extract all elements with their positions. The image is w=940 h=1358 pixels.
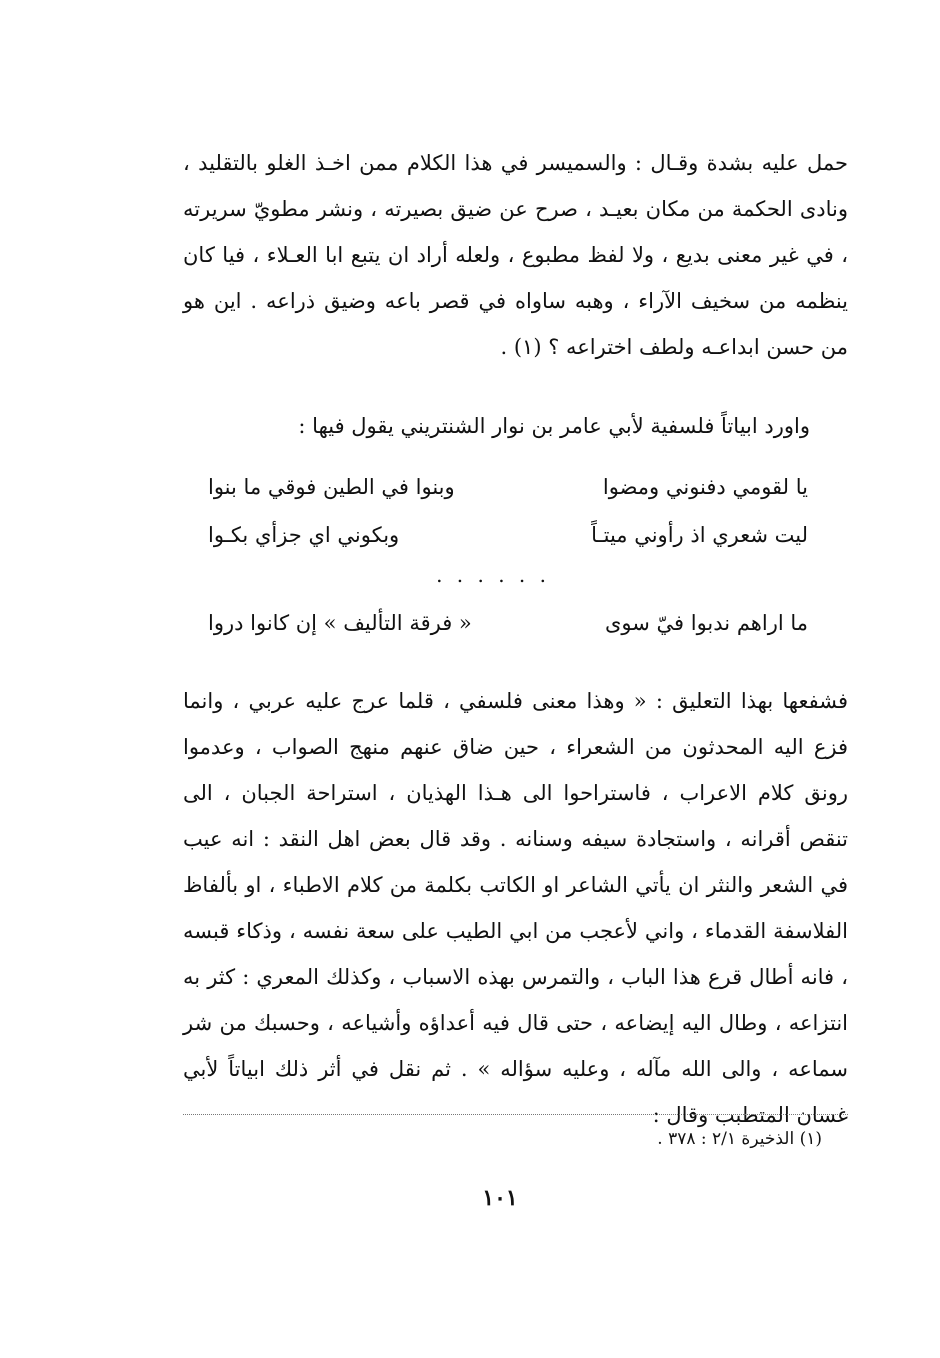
verse-line bbox=[208, 512, 808, 558]
verse-second-hemistich: وبنوا في الطين فوقي ما بنوا bbox=[208, 475, 455, 499]
paragraph-2 bbox=[183, 678, 848, 1138]
verse-omission-dots: . . . . . . bbox=[436, 563, 550, 587]
verse-first-hemistich: ما اراهم ندبوا فيّ سوى bbox=[604, 611, 808, 635]
verse-line bbox=[208, 464, 808, 510]
paragraph-1 bbox=[183, 140, 848, 370]
verse-intro: واورد ابياتاً فلسفية لأبي عامر بن نوار الشنتريني يقول فيها : bbox=[298, 414, 810, 438]
verse-second-hemistich: وبكوني اي جزأي بكـوا bbox=[208, 523, 400, 547]
verse-first-hemistich: ليت شعري اذ رأوني ميتـاً bbox=[591, 523, 808, 547]
verse-first-hemistich: يا لقومي دفنوني ومضوا bbox=[602, 475, 808, 499]
paragraph-1-text: حمل عليه بشدة وقـال : والسميسر في هذا الكلام ممن اخـذ الغلو بالتقليد ، ونادى الحكمة من مكان بعيـد ، صرح عن ضيق بصيرته ، ونشر مطويّ سريرته ، في غير معنى بديع ، ولا لفظ مطبوع ، ولعله أراد ان يتبع ابا العـلاء ، فيا كان ينظمه من سخيف الآراء ، وهبه ساواه في قصر باعه وضيق ذراعه . اين هو من حسن ابداعـه ولطف اختراعه ؟ (١) . bbox=[183, 151, 849, 359]
verse-line bbox=[208, 600, 808, 646]
paragraph-2-text: فشفعها بهذا التعليق : « وهذا معنى فلسفي ، قلما عرج عليه عربي ، وانما فزع اليه المحدثون من الشعراء ، حين ضاق عنهم منهج الصواب ، وعدموا رونق كلام الاعراب ، فاستراحوا الى هـذا الهذيان ، استراحة الجبان ، الى تنقص أقرانه ، واستجادة سيفه وسنانه . وقد قال بعض اهل النقد : انه عيب في الشعر والنثر ان يأتي الشاعر او الكاتب بكلمة من كلام الاطباء ، او بألفاظ الفلاسفة القدماء ، واني لأعجب من ابي الطيب على سعة نفسه ، وذكاء قبسه ، فانه أطال قرع هذا الباب ، والتمرس بهذه الاسباب ، وكذلك المعري : كثر به انتزاعه ، وطال اليه إيضاعه ، حتى قال فيه أعداؤه وأشياعه ، وحسبك من شر سماعه ، والى الله مآله ، وعليه سؤاله » . ثم نقل في أثر ذلك ابياتاً لأبي غسان المتطبب وقال : bbox=[183, 689, 848, 1127]
verse-second-hemistich: « فرقة التأليف » إن كانوا دروا bbox=[208, 611, 472, 635]
page-number: ١٠١ bbox=[482, 1185, 518, 1211]
footnote-divider bbox=[183, 1114, 848, 1115]
footnote: (١) الذخيرة ٢/١ : ٣٧٨ . bbox=[657, 1129, 822, 1149]
